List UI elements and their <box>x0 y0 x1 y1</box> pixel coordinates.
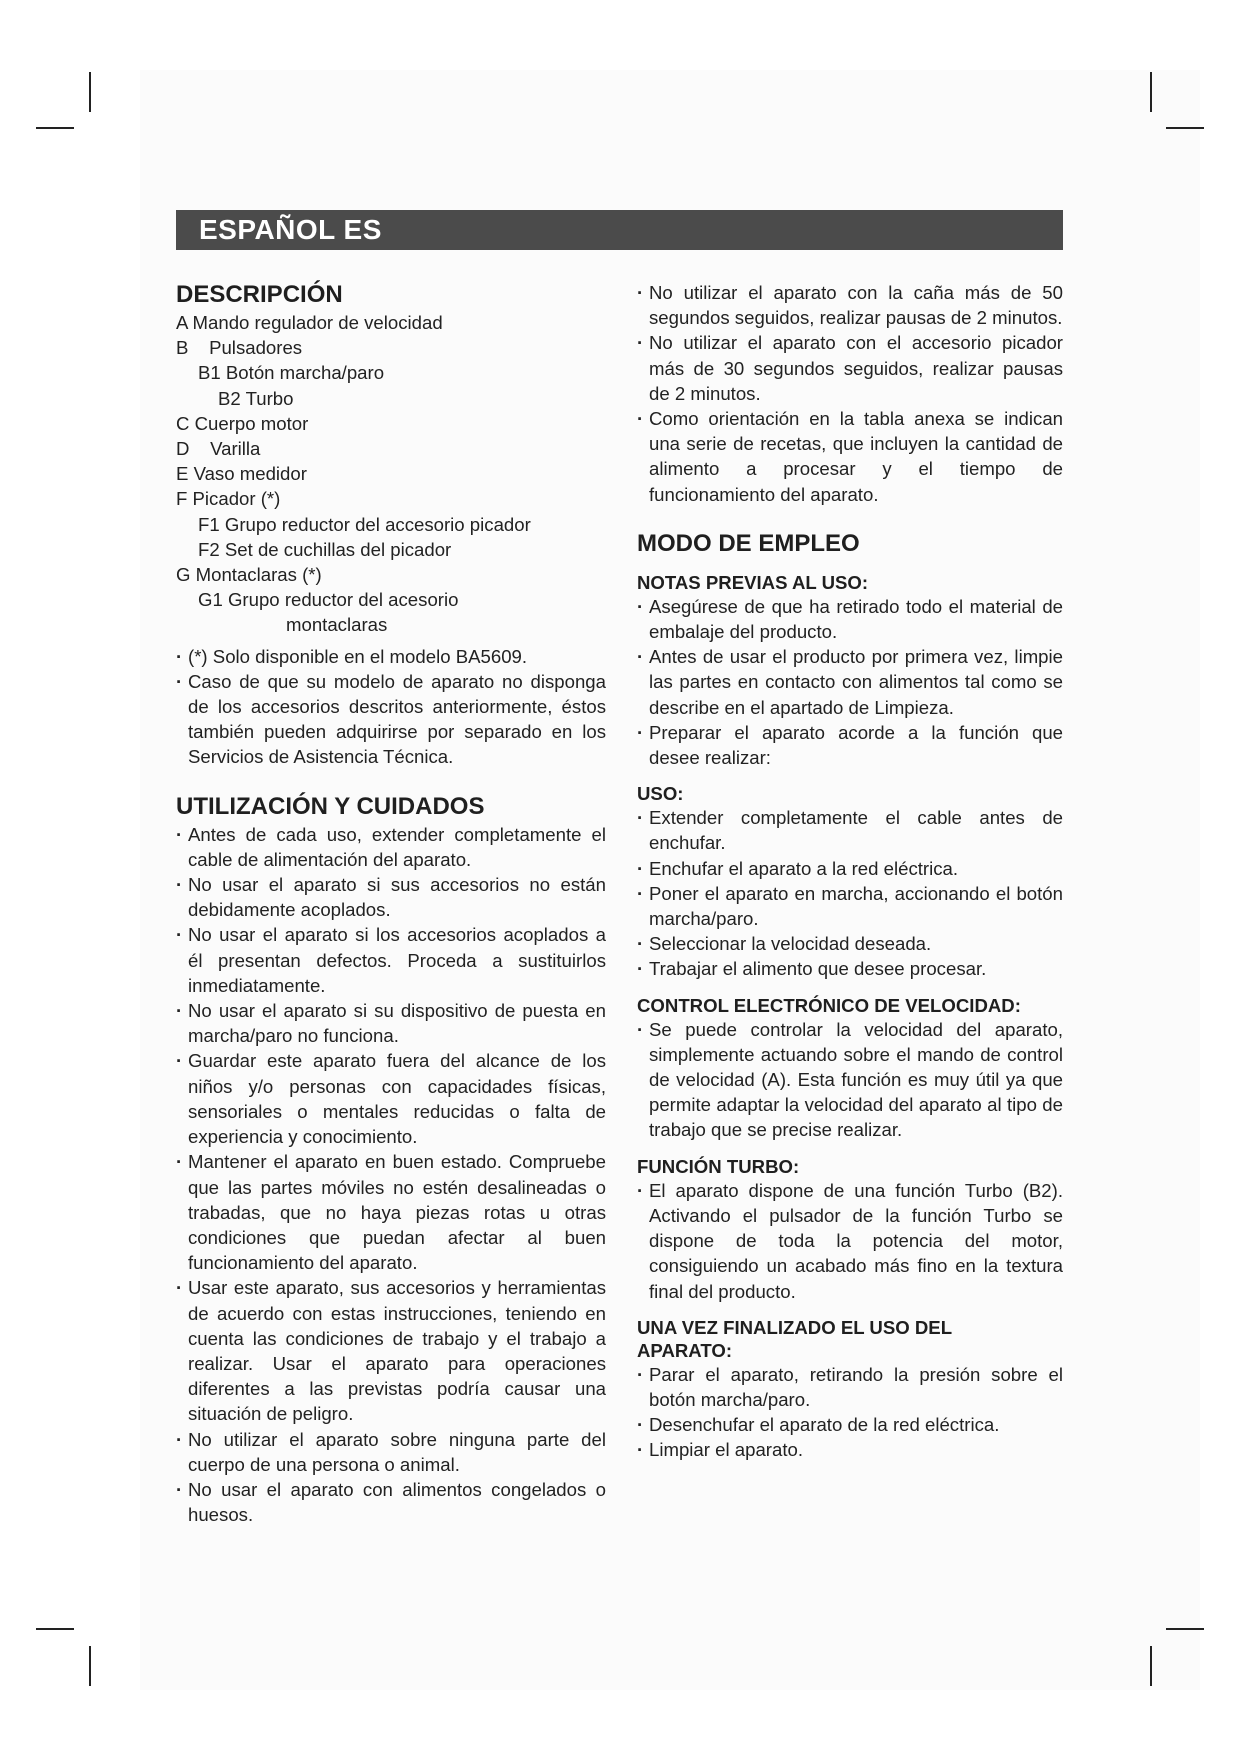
list-item: · Antes de usar el producto por primera vez, limpie las partes en contacto con alimentos tal como se describe en el apartado de Limpieza. <box>637 644 1063 720</box>
list-item: · Asegúrese de que ha retirado todo el material de embalaje del producto. <box>637 594 1063 644</box>
crop-mark-top-right-v <box>1150 72 1152 112</box>
desc-item: B2 Turbo <box>218 387 294 409</box>
desc-item: B1 Botón marcha/paro <box>198 362 385 384</box>
descripcion-heading: DESCRIPCIÓN <box>176 281 343 308</box>
desc-item: C Cuerpo motor <box>176 412 309 434</box>
crop-mark-bottom-right-v <box>1150 1646 1152 1686</box>
list-item: · Usar este aparato, sus accesorios y herramientas de acuerdo con estas instrucciones, teniendo en cuenta las condiciones de trabajo y el trabajo a realizar. Usar el aparato para operaciones diferentes a las previstas podría causar una situación de peligro. <box>176 1275 606 1426</box>
list-item: · No usar el aparato si los accesorios acoplados a él presentan defectos. Proceda a sustituirlos inmediatamente. <box>176 922 606 998</box>
list-item: · (*) Solo disponible en el modelo BA5609. <box>176 644 606 669</box>
crop-mark-bottom-left-h <box>36 1628 74 1630</box>
utilizacion-list <box>176 822 606 1528</box>
list-item: · No usar el aparato si sus accesorios no están debidamente acoplados. <box>176 872 606 922</box>
list-item: · No usar el aparato si su dispositivo de puesta en marcha/paro no funciona. <box>176 998 606 1048</box>
desc-item: F2 Set de cuchillas del picador <box>198 538 452 560</box>
descripcion-notes <box>176 644 606 770</box>
list-item: · Mantener el aparato en buen estado. Compruebe que las partes móviles no estén desalineadas o trabadas, que no haya piezas rotas u otras condiciones que puedan afectar al buen funcionamiento del aparato. <box>176 1149 606 1275</box>
language-banner <box>176 210 1063 250</box>
list-item: · Caso de que su modelo de aparato no disponga de los accesorios descritos anteriormente, éstos también pueden adquirirse por separado en los Servicios de Asistencia Técnica. <box>176 669 606 770</box>
crop-mark-bottom-left-v <box>89 1646 91 1686</box>
descripcion-list <box>176 310 606 638</box>
list-item: · El aparato dispone de una función Turbo (B2). Activando el pulsador de la función Turbo se dispone de toda la potencia del motor, consiguiendo un acabado más fino en la textura final del producto. <box>637 1178 1063 1304</box>
crop-mark-top-left-h <box>36 127 74 129</box>
list-item: · Guardar este aparato fuera del alcance de los niños y/o personas con capacidades físicas, sensoriales o mentales reducidas o falta de experiencia y conocimiento. <box>176 1048 606 1149</box>
list-item: · No utilizar el aparato con la caña más de 50 segundos seguidos, realizar pausas de 2 minutos. <box>637 280 1063 330</box>
list-item: · Poner el aparato en marcha, accionando el botón marcha/paro. <box>637 881 1063 931</box>
list-item: · Como orientación en la tabla anexa se indican una serie de recetas, que incluyen la cantidad de alimento a procesar y el tiempo de funcionamiento del aparato. <box>637 406 1063 507</box>
uso-list <box>637 805 1063 981</box>
crop-mark-bottom-right-h <box>1166 1628 1204 1630</box>
uso-heading: USO: <box>637 783 684 805</box>
desc-item: D Varilla <box>176 438 261 460</box>
list-item: · No utilizar el aparato con el accesorio picador más de 30 segundos seguidos, realizar pausas de 2 minutos. <box>637 330 1063 406</box>
desc-item: G1 Grupo reductor del acesorio <box>198 589 459 611</box>
list-item: · No utilizar el aparato sobre ninguna parte del cuerpo de una persona o animal. <box>176 1427 606 1477</box>
list-item: · Extender completamente el cable antes de enchufar. <box>637 805 1063 855</box>
list-item: · Desenchufar el aparato de la red eléctrica. <box>637 1412 1063 1437</box>
crop-mark-top-left-v <box>89 72 91 112</box>
desc-item: G Montaclaras (*) <box>176 564 322 586</box>
desc-item: E Vaso medidor <box>176 463 307 485</box>
finalizado-list <box>637 1362 1063 1463</box>
desc-item: F1 Grupo reductor del accesorio picador <box>198 513 531 535</box>
list-item: · Parar el aparato, retirando la presión sobre el botón marcha/paro. <box>637 1362 1063 1412</box>
utilizacion-heading: UTILIZACIÓN Y CUIDADOS <box>176 792 485 820</box>
desc-item: A Mando regulador de velocidad <box>176 312 443 333</box>
crop-mark-top-right-h <box>1166 127 1204 129</box>
list-item: · Enchufar el aparato a la red eléctrica. <box>637 856 1063 881</box>
control-velocidad-list <box>637 1017 1063 1143</box>
left-column <box>176 280 606 1527</box>
modo-empleo-heading: MODO DE EMPLEO <box>637 529 860 557</box>
desc-item: montaclaras <box>286 614 388 636</box>
control-velocidad-heading: CONTROL ELECTRÓNICO DE VELOCIDAD: <box>637 994 1021 1016</box>
list-item: · Limpiar el aparato. <box>637 1437 1063 1462</box>
desc-item: F Picador (*) <box>176 488 281 510</box>
list-item: · Seleccionar la velocidad deseada. <box>637 931 1063 956</box>
utilizacion-list-continued <box>637 280 1063 507</box>
list-item: · Antes de cada uso, extender completamente el cable de alimentación del aparato. <box>176 822 606 872</box>
list-item: · Se puede controlar la velocidad del aparato, simplemente actuando sobre el mando de control de velocidad (A). Esta función es muy útil ya que permite adaptar la velocidad del aparato al tipo de trabajo que se precise realizar. <box>637 1017 1063 1143</box>
desc-item: B Pulsadores <box>176 337 303 359</box>
list-item: · No usar el aparato con alimentos congelados o huesos. <box>176 1477 606 1527</box>
funcion-turbo-list <box>637 1178 1063 1304</box>
funcion-turbo-heading: FUNCIÓN TURBO: <box>637 1155 800 1177</box>
right-column <box>637 280 1063 1463</box>
language-title: ESPAÑOL ES <box>199 214 382 245</box>
notas-previas-heading: NOTAS PREVIAS AL USO: <box>637 571 869 593</box>
list-item: · Preparar el aparato acorde a la función que desee realizar: <box>637 720 1063 770</box>
list-item: · Trabajar el alimento que desee procesar. <box>637 956 1063 981</box>
finalizado-heading: UNA VEZ FINALIZADO EL USO DEL APARATO: <box>637 1316 952 1361</box>
notas-previas-list <box>637 594 1063 770</box>
